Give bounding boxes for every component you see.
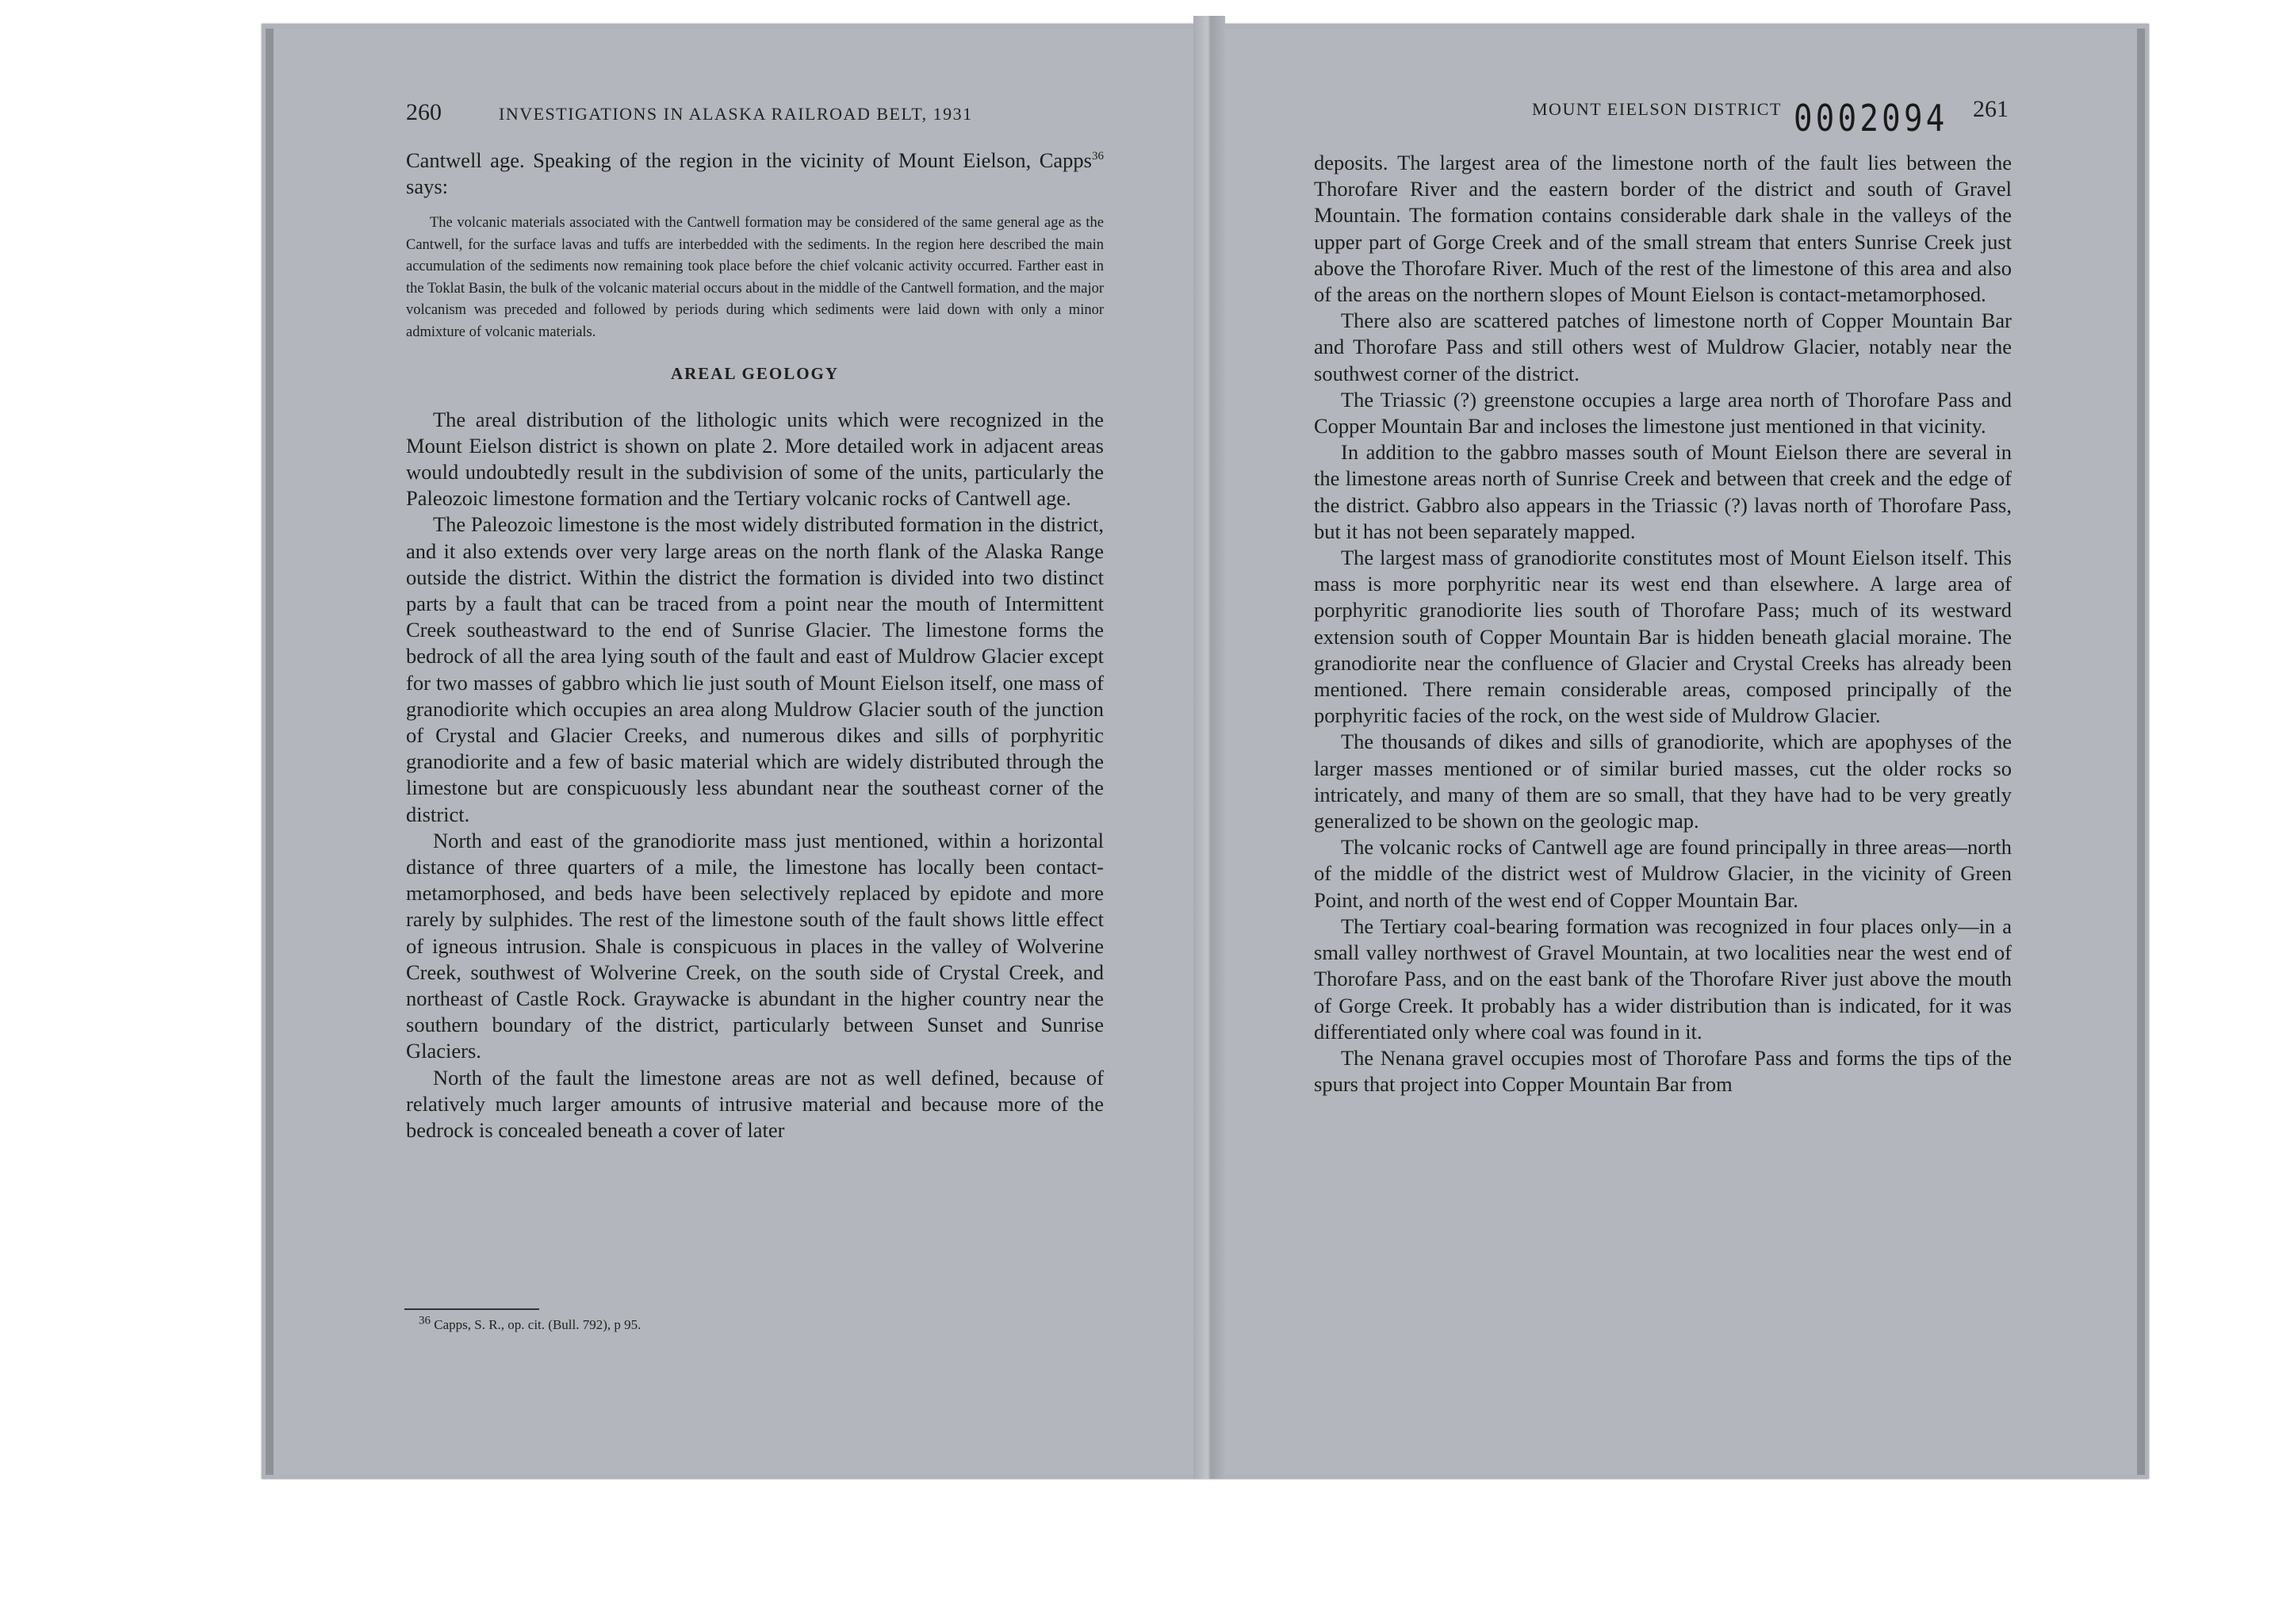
section-heading: AREAL GEOLOGY <box>670 364 840 384</box>
left-page-number: 260 <box>406 99 442 125</box>
paragraph: deposits. The largest area of the limestone north of the fault lies between the Thorofare River and the eastern border of the district and south of Gravel Mountain. The formation contains considerable dark shale in the valleys of the upper part of Gorge Creek and of the small stream that enters Sunrise Creek just above the Thorofare River. Much of the rest of the limestone of this area and also of the areas on the northern slopes of Mount Eielson is contact-metamorphosed. <box>1314 151 2012 307</box>
paragraph: The Paleozoic limestone is the most widely distributed formation in the district, and it also extends over very large areas on the north flank of the Alaska Range outside the district. Within the district the formation is divided into two distinct parts by a fault that can be traced from a point near the mouth of Intermittent Creek southeastward to the end of Sunrise Glacier. The limestone forms the bedrock of all the area lying south of the fault and east of Muldrow Glacier except for two masses of gabbro which lie just south of Mount Eielson itself, one mass of granodiorite which occupies an area along Muldrow Glacier south of the junction of Crystal and Glacier Creeks, and numerous dikes and sills of porphyritic granodiorite and a few of basic material which are widely distributed through the limestone but are conspicuously less abundant near the southeast corner of the district. <box>406 512 1104 826</box>
intro-text: Cantwell age. Speaking of the region in the vicinity of Mount Eielson, Capps <box>406 148 1092 172</box>
footnote-marker: 36 <box>419 1314 431 1327</box>
paragraph: North and east of the granodiorite mass just mentioned, within a horizontal distance of three quarters of a mile, the limestone has locally been contact-metamorphosed, and beds have been selectively replaced by epidote and more rarely by sulphides. The rest of the limestone south of the fault shows little effect of igneous intrusion. Shale is conspicuous in places in the valley of Wolverine Creek, southwest of Wolverine Creek, on the south side of Crystal Creek, and northeast of Castle Rock. Graywacke is abundant in the higher country near the southern boundary of the district, particularly between Sunset and Sunrise Glaciers. <box>406 828 1104 1063</box>
footnote-text: Capps, S. R., op. cit. (Bull. 792), p 95. <box>431 1317 641 1332</box>
paragraph: The Nenana gravel occupies most of Thorofare Pass and forms the tips of the spurs that project into Copper Mountain Bar from <box>1314 1045 2012 1097</box>
paragraph: The areal distribution of the lithologic units which were recognized in the Mount Eielson district is shown on plate 2. More detailed work in adjacent areas would undoubtedly result in the subdivision of some of the units, particularly the Paleozoic limestone formation and the Tertiary volcanic rocks of Cantwell age. <box>406 407 1104 511</box>
archive-stamp-number: 0002094 <box>1794 97 1948 140</box>
paragraph: The volcanic rocks of Cantwell age are found principally in three areas—north of the middle of the district west of Muldrow Glacier, in the vicinity of Green Point, and north of the west end of Copper Mountain Bar. <box>1314 835 2012 912</box>
left-running-head-title: INVESTIGATIONS IN ALASKA RAILROAD BELT, 1931 <box>499 104 973 124</box>
paragraph: The largest mass of granodiorite constitutes most of Mount Eielson itself. This mass is more porphyritic near its west end than elsewhere. A large area of porphyritic granodiorite lies south of Thorofare Pass; much of its westward extension south of Copper Mountain Bar is hidden beneath glacial moraine. The granodiorite near the confluence of Glacier and Crystal Creeks has already been mentioned. There remain considerable areas, composed principally of the porphyritic facies of the rock, on the west side of Muldrow Glacier. <box>1314 546 2012 728</box>
right-running-head <box>1532 99 1782 120</box>
book-gutter <box>1193 16 1225 1479</box>
footnote-divider <box>404 1308 539 1310</box>
paragraph: The thousands of dikes and sills of granodiorite, which are apophyses of the larger masses mentioned or of similar buried masses, cut the older rocks so intricately, and many of them are so small, that they have had to be very greatly generalized to be shown on the geologic map. <box>1314 730 2012 833</box>
paragraph: The Triassic (?) greenstone occupies a large area north of Thorofare Pass and Copper Mountain Bar and incloses the limestone just mentioned in that vicinity. <box>1314 387 2012 439</box>
intro-paragraph <box>406 147 1104 200</box>
right-page-body <box>1314 150 2012 1097</box>
footnote <box>419 1314 641 1333</box>
paragraph: There also are scattered patches of limestone north of Copper Mountain Bar and Thorofare Pass and still others west of Muldrow Glacier, notably near the southwest corner of the district. <box>1314 308 2012 385</box>
paragraph: The Tertiary coal-bearing formation was recognized in four places only—in a small valley northwest of Gravel Mountain, at two localities near the west end of Thorofare Pass, and on the east bank of the Thorofare River just above the mouth of Gorge Creek. It probably has a wider distribution than is indicated, for it was differentiated only where coal was found in it. <box>1314 914 2012 1044</box>
right-running-head-title: MOUNT EIELSON DISTRICT <box>1532 99 1782 119</box>
paragraph: In addition to the gabbro masses south of Mount Eielson there are several in the limestone areas north of Sunrise Creek and between that creek and the edge of the district. Gabbro also appears in the Triassic (?) lavas north of Thorofare Pass, but it has not been separately mapped. <box>1314 440 2012 543</box>
intro-tail: says: <box>406 174 448 199</box>
block-quote: The volcanic materials associated with the Cantwell formation may be considered of the same general age as the Cantwell, for the surface lavas and tuffs are interbedded with the sediments. In the region here described the main accumulation of the sediments now remaining took place before the chief volcanic activity occurred. Farther east in the Toklat Basin, the bulk of the volcanic material occurs about in the middle of the Cantwell formation, and the major volcanism was preceded and followed by periods during which sediments were laid down with only a minor admixture of volcanic materials. <box>406 215 1104 340</box>
paragraph: North of the fault the limestone areas are not as well defined, because of relatively much larger amounts of intrusive material and because more of the bedrock is concealed beneath a cover of later <box>406 1065 1104 1143</box>
right-page-number: 261 <box>1973 96 2009 122</box>
left-page-body <box>406 147 1104 1143</box>
left-running-head <box>406 99 973 126</box>
footnote-reference: 36 <box>1092 150 1104 163</box>
